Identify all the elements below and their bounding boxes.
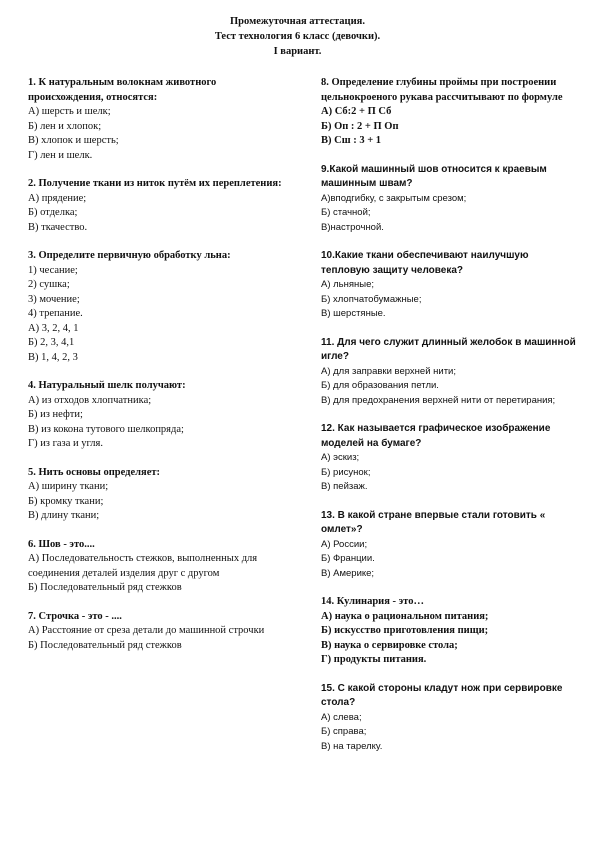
answer-option: А) Последовательность стежков, выполненных для соединения деталей изделия друг с другом <box>28 553 258 579</box>
question-title: 14. Кулинария - это… <box>321 596 424 607</box>
question-block <box>28 379 290 452</box>
answer-option: А) ширину ткани; <box>28 481 109 492</box>
answer-option: А) Сб:2 + П Сб <box>321 106 392 117</box>
answer-option: Б) лен и хлопок; <box>28 120 102 132</box>
answer-option: А) прядение; <box>28 192 87 204</box>
answer-option: В) ткачество. <box>28 221 88 233</box>
answer-option: А) эскиз; <box>321 452 360 463</box>
answer-option: Б) для образования петли. <box>321 380 439 391</box>
question-title: 2. Получение ткани из ниток путём их переплетения: <box>28 178 282 189</box>
answer-option: А)вподгибку, с закрытым срезом; <box>321 192 467 204</box>
answer-option: 2) сушка; <box>28 279 70 290</box>
answer-option: А) 3, 2, 4, 1 <box>28 322 79 334</box>
question-title: 1. К натуральным волокнам животного происхождения, относятся: <box>28 77 217 103</box>
question-title: 8. Определение глубины проймы при построении цельнокроеного рукава рассчитывают по формуле <box>321 77 563 103</box>
answer-option: Б) Оп : 2 + П Оп <box>321 120 399 132</box>
question-block <box>28 249 290 365</box>
answer-option: Б) справа; <box>321 726 367 737</box>
question-block <box>321 336 579 409</box>
answer-option: 4) трепание. <box>28 308 83 319</box>
question-block <box>321 163 579 236</box>
question-title: 13. В какой стране впервые стали готовить « омлет»? <box>321 509 546 535</box>
answer-option: А) Расстояние от среза детали до машинной строчки <box>28 625 265 636</box>
question-block <box>28 538 290 596</box>
answer-option: В) пейзаж. <box>321 481 368 492</box>
question-block <box>321 595 579 668</box>
question-title: 4. Натуральный шелк получают: <box>28 380 186 391</box>
answer-option: Б) отделка; <box>28 207 78 218</box>
answer-option: В) Сш : 3 + 1 <box>321 135 382 146</box>
answer-option: Б) 2, 3, 4,1 <box>28 337 75 348</box>
answer-option: А) России; <box>321 538 368 550</box>
question-block <box>321 682 579 755</box>
question-title: 15. С какой стороны кладут нож при сервировке стола? <box>321 682 563 708</box>
answer-option: Б) Последовательный ряд стежков <box>28 582 182 593</box>
question-block <box>28 76 290 163</box>
left-column <box>28 76 290 667</box>
answer-option: Б) из нефти; <box>28 409 83 420</box>
question-block <box>321 249 579 322</box>
header-subtitle: Тест технология 6 класс (девочки). <box>214 31 381 42</box>
answer-option: А) для заправки верхней нити; <box>321 365 456 377</box>
question-title: 12. Как называется графическое изображение моделей на бумаге? <box>321 423 551 449</box>
answer-option: Г) лен и шелк. <box>28 149 93 161</box>
right-column <box>321 76 579 768</box>
document-header <box>0 14 595 59</box>
question-title: 11. Для чего служит длинный желобок в машинной игле? <box>321 336 576 362</box>
answer-option: Б) кромку ткани; <box>28 495 104 507</box>
question-title: 6. Шов - это.... <box>28 538 95 550</box>
answer-option: Б) стачной; <box>321 207 371 218</box>
header-title: Промежуточная аттестация. <box>230 16 365 27</box>
answer-option: В) шерстяные. <box>321 308 386 319</box>
question-block <box>321 76 579 149</box>
answer-option: Б) искусство приготовления пищи; <box>321 625 489 636</box>
answer-option: В) на тарелку. <box>321 740 383 752</box>
question-title: 7. Строчка - это - .... <box>28 610 122 622</box>
answer-option: А) льняные; <box>321 279 375 290</box>
question-block <box>321 509 579 582</box>
answer-option: Г) продукты питания. <box>321 654 427 665</box>
question-title: 9.Какой машинный шов относится к краевым машинным швам? <box>321 163 547 189</box>
answer-option: Б) хлопчатобумажные; <box>321 293 422 305</box>
answer-option: Б) Франции. <box>321 553 375 564</box>
answer-option: В) длину ткани; <box>28 510 100 521</box>
answer-option: А) наука о рациональном питания; <box>321 610 489 622</box>
answer-option: Г) из газа и угля. <box>28 438 103 449</box>
answer-option: В) из кокона тутового шелкопряда; <box>28 423 184 435</box>
answer-option: 1) чесание; <box>28 264 78 276</box>
answer-option: В) хлопок и шерсть; <box>28 135 119 146</box>
header-variant: I вариант. <box>273 46 322 57</box>
answer-option: А) слева; <box>321 711 362 723</box>
answer-option: В) 1, 4, 2, 3 <box>28 351 78 363</box>
question-block <box>321 422 579 495</box>
answer-option: А) шерсть и шелк; <box>28 106 111 117</box>
question-block <box>28 466 290 524</box>
answer-option: В)настрочной. <box>321 221 384 233</box>
question-title: 10.Какие ткани обеспечивают наилучшую тепловую защиту человека? <box>321 250 529 276</box>
answer-option: В) Америке; <box>321 567 375 579</box>
answer-option: В) для предохранения верхней нити от перетирания; <box>321 394 556 406</box>
question-block <box>28 177 290 235</box>
answer-option: В) наука о сервировке стола; <box>321 639 458 651</box>
answer-option: Б) Последовательный ряд стежков <box>28 639 182 651</box>
answer-option: 3) мочение; <box>28 293 80 305</box>
answer-option: Б) рисунок; <box>321 466 371 478</box>
question-title: 5. Нить основы определяет: <box>28 466 161 478</box>
question-title: 3. Определите первичную обработку льна: <box>28 250 231 261</box>
question-block <box>28 610 290 654</box>
answer-option: А) из отходов хлопчатника; <box>28 394 152 406</box>
